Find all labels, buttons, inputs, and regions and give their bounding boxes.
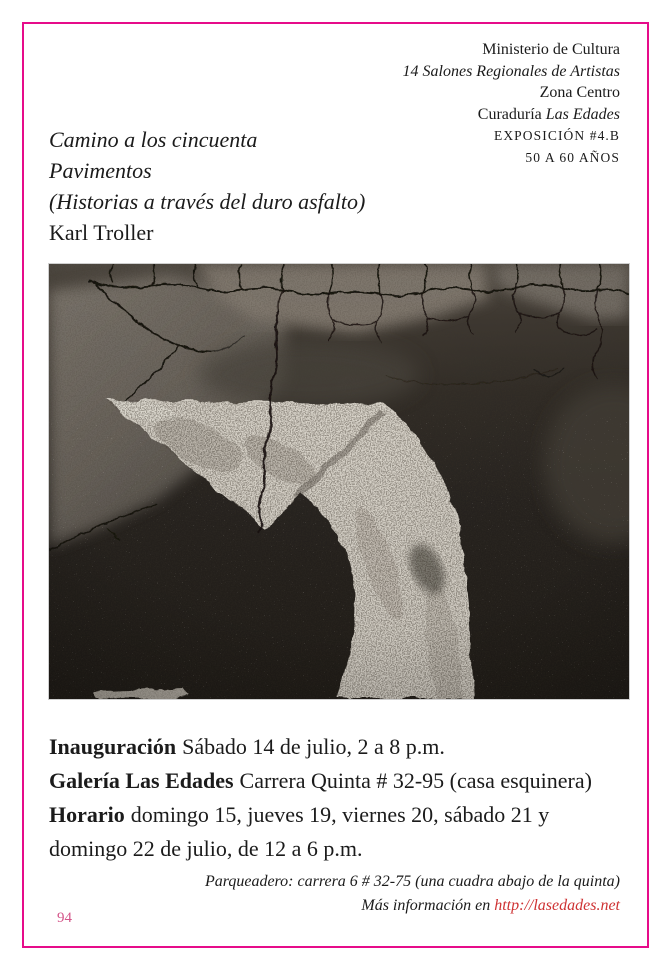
- more-info-line: [205, 894, 620, 918]
- age-range-line: 50 A 60 AÑOS: [525, 149, 620, 165]
- exposicion-line: EXPOSICIÓN #4.B: [493, 128, 620, 143]
- page-number: 94: [57, 910, 72, 926]
- info-block: [49, 730, 629, 866]
- curaduria-gallery-name: Las Edades: [545, 105, 620, 123]
- artwork-photo: [49, 264, 629, 699]
- parking-line: Parqueadero: carrera 6 # 32-75 (una cuadra abajo de la quinta): [204, 873, 620, 890]
- title-block: [49, 124, 365, 248]
- photo-vignette: [49, 264, 629, 699]
- ministry-line: Ministerio de Cultura: [482, 41, 620, 58]
- page-border-frame: [22, 22, 649, 948]
- info-row-galeria: [49, 764, 629, 798]
- curaduria-prefix: Curaduría: [477, 105, 542, 123]
- salones-line: 14 Salones Regionales de Artistas: [402, 62, 620, 80]
- website-link[interactable]: http://lasedades.net: [494, 897, 620, 914]
- info-label: Horario: [49, 802, 125, 827]
- info-text: domingo 15, jueves 19, viernes 20, sábado 21 y domingo 22 de julio, de 12 a 6 p.m.: [49, 802, 550, 861]
- info-row-inauguracion: [49, 730, 629, 764]
- info-label: Inauguración: [49, 734, 177, 759]
- asphalt-arrow-illustration: [49, 264, 629, 699]
- curaduria-line: [403, 104, 620, 126]
- info-row-horario: [49, 798, 629, 866]
- title-line-2: Pavimentos: [49, 158, 152, 183]
- footer-notes: [205, 870, 620, 918]
- info-text: Sábado 14 de julio, 2 a 8 p.m.: [182, 734, 445, 759]
- more-info-prefix: Más información en: [361, 897, 491, 914]
- zona-line: Zona Centro: [539, 84, 620, 101]
- title-line-1: Camino a los cincuenta: [49, 127, 258, 152]
- info-text: Carrera Quinta # 32-95 (casa esquinera): [239, 768, 592, 793]
- info-label: Galería Las Edades: [49, 768, 234, 793]
- title-line-3: (Historias a través del duro asfalto): [49, 189, 366, 214]
- artist-name: Karl Troller: [49, 220, 154, 245]
- masthead: [403, 39, 620, 168]
